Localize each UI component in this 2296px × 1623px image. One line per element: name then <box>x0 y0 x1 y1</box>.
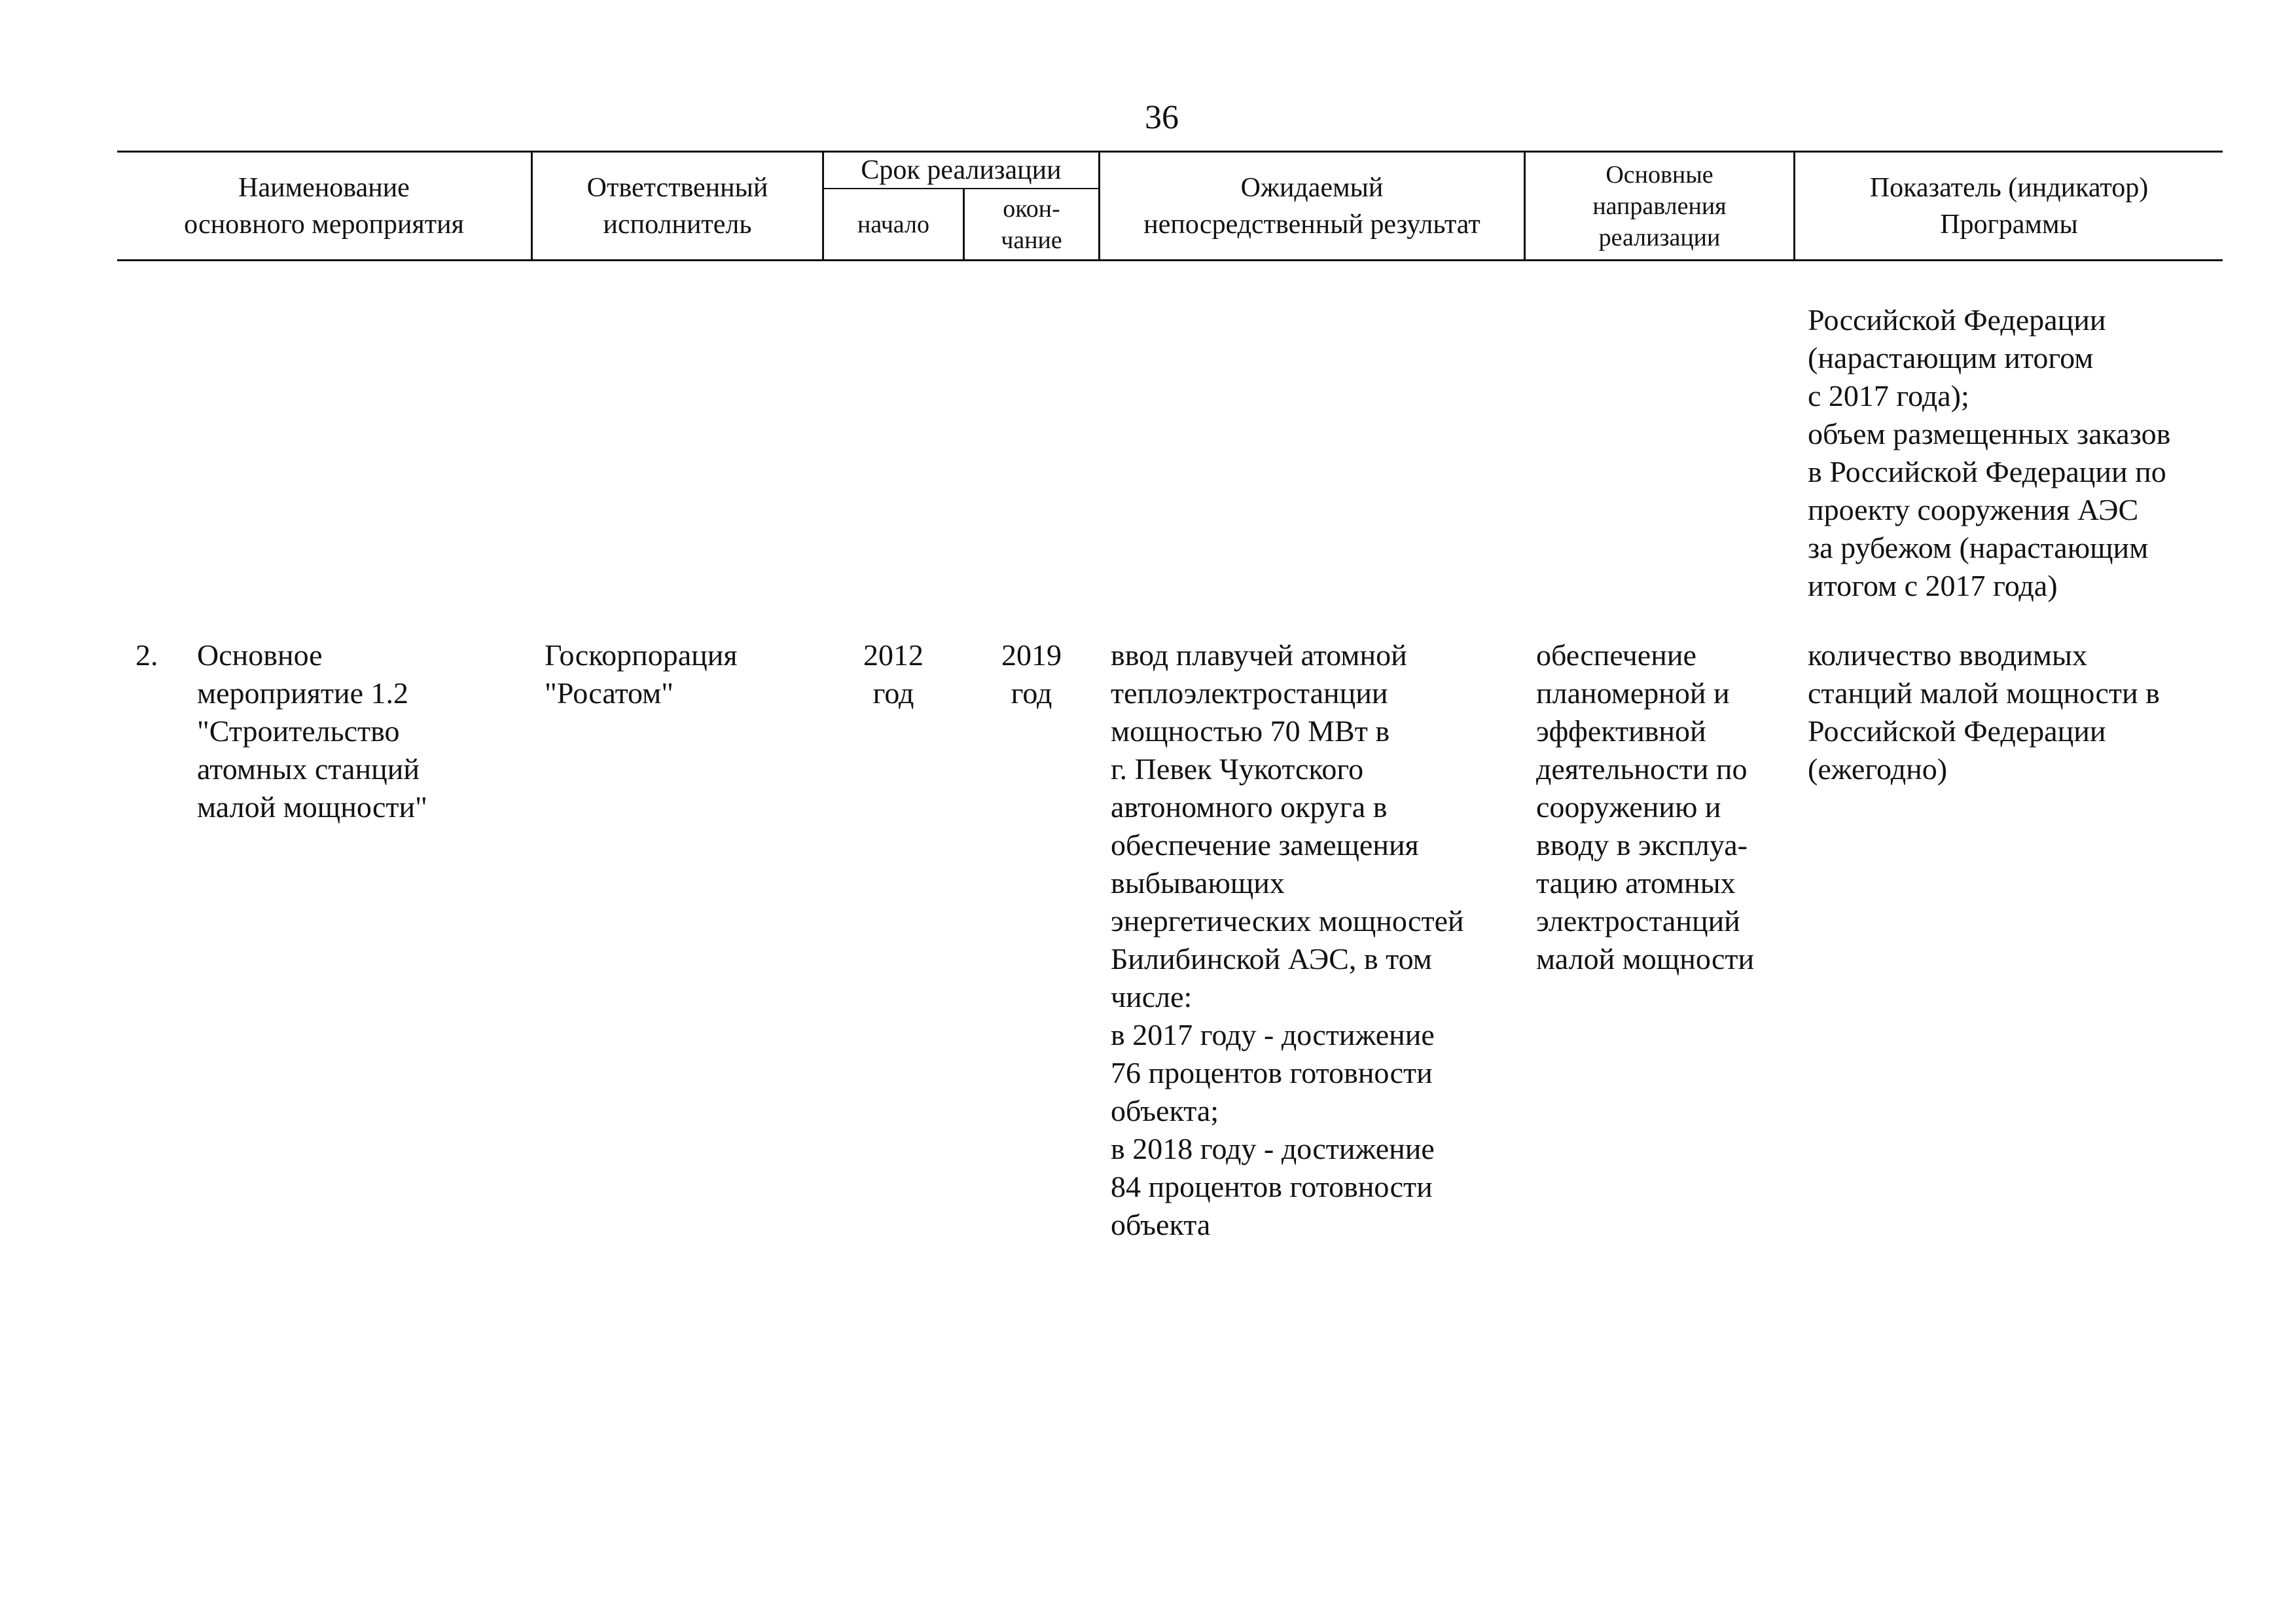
header-result: Ожидаемый непосредственный результат <box>1143 172 1480 240</box>
row-indicator: количество вводимых станций малой мощности в Российской Федерации (ежегодно) <box>1808 638 2160 786</box>
row-start: 2012 год <box>863 638 924 710</box>
header-directions: Основные направления реализации <box>1592 160 1727 251</box>
header-name: Наименование основного мероприятия <box>184 172 464 240</box>
row-directions: обеспечение планомерной и эффективной деятельности по сооружению и вводу в эксплуа- тацию атомных электростанций малой мощности <box>1536 638 1755 976</box>
page-number: 36 <box>1145 99 1179 136</box>
header-executor: Ответственный исполнитель <box>586 172 768 240</box>
header-period: Срок реализации <box>861 155 1062 185</box>
header-bottom-rule <box>117 259 2223 261</box>
row-result: ввод плавучей атомной теплоэлектростанции мощностью 70 МВт в г. Певек Чукотского автономного округа в обеспечение замещения выбывающих энергетических мощностей Билибинской АЭС, в том числе: в 2017 году - достижение 76 процентов готовности объекта; в 2018 году - достижение 84 процентов готовности объекта <box>1111 638 1464 1241</box>
row-end: 2019 год <box>1001 638 1062 710</box>
indicator-continuation: Российской Федерации (нарастающим итогом с 2017 года); объем размещенных заказов в Российской Федерации по проекту сооружения АЭС за рубежом (нарастающим итогом с 2017 года) <box>1808 303 2171 602</box>
row-executor: Госкорпорация "Росатом" <box>545 638 738 710</box>
header-end: окон- чание <box>1001 195 1062 254</box>
row-number: 2. <box>135 638 158 672</box>
header-indicator: Показатель (индикатор) Программы <box>1869 172 2149 240</box>
row-name: Основное мероприятие 1.2 "Строительство атомных станций малой мощности" <box>197 638 427 824</box>
header-start: начало <box>857 211 929 238</box>
